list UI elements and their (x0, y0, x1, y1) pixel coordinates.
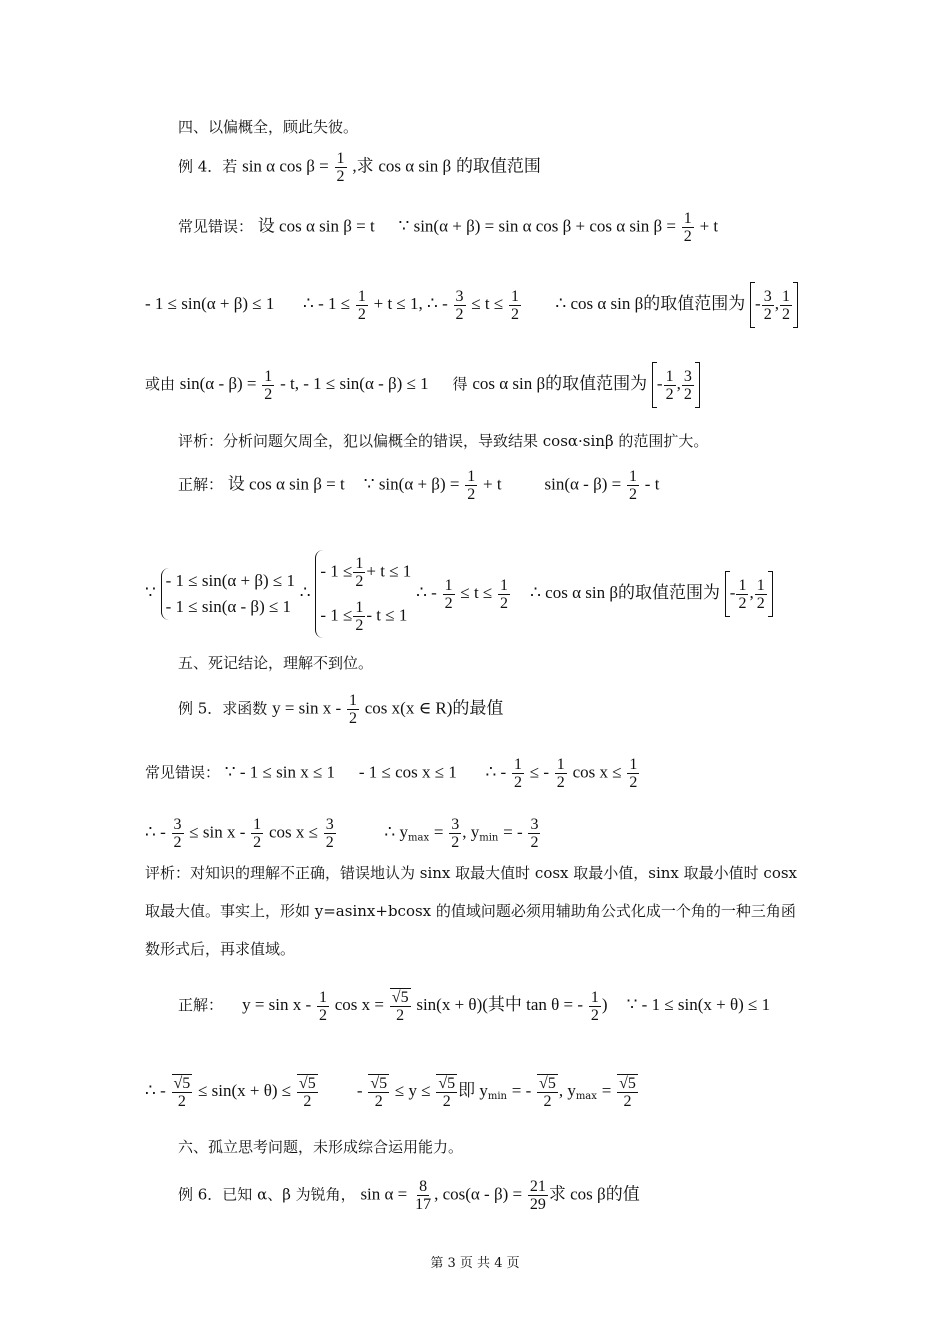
example-4-error-line-2: - 1 ≤ sin(α + β) ≤ 1 ∴ - 1 ≤ $\frac{1}{2}$ + t ≤ 1, ∴ - $\frac{3}{2}$ ≤ t ≤ $\frac{1}{2}$ ∴ cos α sin β的取值范围为 - $\frac{3}{2}$ , $\frac{1}{2}$ (145, 282, 798, 328)
math-expr: ≤ - (529, 762, 550, 782)
fraction: $\frac{1}{2}$ (336, 150, 345, 185)
example-5-error-line-1 (145, 756, 640, 791)
fraction: $\frac{1}{2}$ (781, 287, 790, 323)
range-text: 的取值范围为 (643, 294, 746, 314)
fraction: $\frac{1}{2}$ (665, 367, 674, 403)
fraction: $\frac{1}{2}$ (683, 210, 692, 245)
fraction: $\frac{21}{29}$ (529, 1178, 546, 1213)
right-bracket (793, 282, 798, 328)
math-expr: ≤ t ≤ (471, 294, 504, 313)
fraction: $\frac{3}{2}$ (325, 816, 334, 851)
example-4-question (178, 150, 541, 185)
text: 得 (452, 375, 468, 393)
fraction: $\frac{√5}{2}$ (438, 1075, 456, 1110)
section-heading-4: 四、以偏概全，顾此失彼。 (178, 118, 359, 136)
math-expr: - t (644, 474, 660, 494)
math-expr: 设 cos α sin β = t (227, 474, 345, 494)
example-4-solution-line-2: ∵ - 1 ≤ sin(α + β) ≤ 1 - 1 ≤ sin(α - β) ≤ 1 ∴ - 1 ≤ $\frac{1}{2}$ + t ≤ 1 - 1 ≤ $\frac{1}{2}$ - t ≤ 1 ∴ - $\frac{1}{2}$ ≤ t ≤ $\frac{1}{2}$ ∴ cos α sin β的取值范围为 - $\frac{1}{2}$ , $\frac{1}{2}$ (145, 550, 773, 638)
example-4-evaluation: 评析：分析问题欠周全，犯以偏概全的错误，导致结果 cosα·sinβ 的范围扩大。 (178, 432, 709, 450)
fraction: $\frac{1}{2}$ (556, 756, 565, 791)
page-footer: 第 3 页 共 4 页 (430, 1256, 520, 1271)
fraction: $\frac{3}{2}$ (451, 816, 460, 851)
fraction: $\frac{1}{2}$ (264, 367, 273, 403)
fraction: $\frac{3}{2}$ (683, 367, 692, 403)
math-expr: - t, - 1 ≤ sin(α - β) ≤ 1 (280, 374, 429, 393)
solution-label: 正解： (178, 996, 224, 1014)
example-5-question (178, 692, 503, 727)
error-label: 常见错误： (145, 763, 221, 782)
fraction: $\frac{1}{2}$ (467, 468, 476, 503)
math-expr: sin(α - β) = (179, 374, 257, 393)
solution-label: 正解： (178, 475, 224, 494)
fraction: $\frac{1}{2}$ (318, 988, 327, 1024)
example-4-error-line-1 (178, 210, 718, 245)
fraction: $\frac{1}{2}$ (513, 756, 522, 791)
fraction: $\frac{1}{2}$ (590, 988, 599, 1024)
fraction: $\frac{3}{2}$ (530, 816, 539, 851)
question-text: 的取值范围 (455, 156, 541, 177)
fraction: $\frac{1}{2}$ (348, 692, 357, 727)
example-5-evaluation-1: 评析：对知识的理解不正确，错误地认为 sinx 取最大值时 cosx 取最小值，sinx 取最小值时 cosx (145, 864, 798, 882)
example-label: 例 6．已知 α、β 为锐角， (178, 1185, 356, 1204)
fraction: $\frac{1}{2}$ (444, 576, 453, 612)
fraction: $\frac{3}{2}$ (763, 287, 772, 323)
example-5-evaluation-3: 数形式后，再求值域。 (145, 940, 296, 958)
error-label: 常见错误： (178, 217, 254, 236)
fraction: $\frac{√5}{2}$ (391, 989, 409, 1024)
math-expr: y = sin x - (272, 698, 342, 718)
fraction: $\frac{1}{2}$ (253, 816, 262, 851)
fraction: $\frac{√5}{2}$ (619, 1075, 636, 1110)
example-5-error-line-2: ∴ - $\frac{3}{2}$ ≤ sin x - $\frac{1}{2}$ cos x ≤ $\frac{3}{2}$ ∴ $y_{max}$ = $\frac{3}{2}$ , $y_{min}$ = - $\frac{3}{2}$ (145, 816, 539, 851)
example-label: 例 5．求函数 (178, 699, 268, 718)
fraction: $\frac{1}{2}$ (629, 468, 638, 503)
right-bracket (768, 571, 773, 617)
math-expr: cos α sin β (378, 156, 452, 176)
fraction: $\frac{3}{2}$ (173, 816, 182, 851)
math-expr: ∵ sin(α + β) = (363, 474, 460, 494)
math-expr: + t (699, 216, 719, 236)
fraction: $\frac{√5}{2}$ (370, 1075, 388, 1110)
example-4-solution-line-1 (178, 468, 659, 503)
math-expr: + t ≤ 1, ∴ - (373, 294, 448, 313)
fraction: $\frac{3}{2}$ (455, 287, 464, 323)
text: 或由 (145, 375, 176, 393)
question-text: 的最值 (452, 698, 504, 719)
fraction: $\frac{√5}{2}$ (173, 1075, 191, 1110)
section-heading-6: 六、孤立思考问题，未形成综合运用能力。 (178, 1138, 464, 1156)
inequality-system: - 1 ≤ $\frac{1}{2}$ + t ≤ 1 - 1 ≤ $\frac{1}{2}$ - t ≤ 1 (315, 550, 411, 638)
math-expr: ∴ cos α sin β (555, 294, 644, 313)
example-6-question: 例 6．已知 α、β 为锐角， sin α = $\frac{8}{17}$ , cos(α - β) = $\frac{21}{29}$ 求 cos β的值 (178, 1178, 640, 1213)
math-expr: cos x(x ∈ R) (364, 698, 453, 718)
math-expr: + t (483, 474, 502, 494)
example-5-solution-line-1: 正解： y = sin x - $\frac{1}{2}$ cos x = $\frac{√5}{2}$ sin(x + θ)(其中 tan θ = - $\frac{1}{2}$ ) ∵ - 1 ≤ sin(x + θ) ≤ 1 (178, 988, 771, 1024)
fraction: $\frac{√5}{2}$ (298, 1075, 316, 1110)
math-expr: ∴ - 1 ≤ (303, 294, 351, 313)
right-bracket (695, 362, 700, 408)
inequality-system: - 1 ≤ sin(α + β) ≤ 1 - 1 ≤ sin(α - β) ≤ 1 (161, 568, 295, 620)
math-expr: - 1 ≤ sin(α + β) ≤ 1 (145, 294, 275, 313)
math-expr: sin(α - β) = (544, 474, 622, 494)
math-expr: sin α cos β = (242, 156, 329, 176)
section-heading-5: 五、死记结论，理解不到位。 (178, 654, 374, 672)
math-expr: ∴ - (485, 762, 507, 782)
example-5-evaluation-2: 取最大值。事实上，形如 y=asinx+bcosx 的值域问题必须用辅助角公式化成一个角的一种三角函 (145, 902, 796, 920)
fraction: $\frac{8}{17}$ (415, 1178, 432, 1213)
math-expr: - 1 ≤ cos x ≤ 1 (358, 762, 457, 782)
fraction: $\frac{1}{2}$ (629, 756, 638, 791)
fraction: $\frac{1}{2}$ (357, 287, 366, 323)
fraction: $\frac{1}{2}$ (500, 576, 509, 612)
math-expr: ,求 (352, 156, 374, 176)
fraction: $\frac{√5}{2}$ (539, 1075, 556, 1110)
range-text: 的取值范围为 (545, 374, 648, 394)
math-expr: ∵ sin(α + β) = sin α cos β + cos α sin β = (398, 216, 677, 236)
math-expr: 设 cos α sin β = t (257, 216, 375, 236)
math-expr: cos α sin β (472, 374, 546, 393)
example-5-solution-line-2: ∴ - $\frac{√5}{2}$ ≤ sin(x + θ) ≤ $\frac{√5}{2}$ - $\frac{√5}{2}$ ≤ y ≤ $\frac{√5}{2}$ 即 $y_{min}$ = - $\frac{√5}{2}$ , $y_{max}$ = $\frac{√5}{2}$ (145, 1075, 636, 1110)
math-expr: ∵ - 1 ≤ sin x ≤ 1 (224, 762, 336, 782)
example-4-error-line-3: 或由 sin(α - β) = $\frac{1}{2}$ - t, - 1 ≤ sin(α - β) ≤ 1 得 cos α sin β的取值范围为 - $\frac{1}{2}$ , $\frac{3}{2}$ (145, 362, 700, 408)
example-label: 例 4．若 (178, 157, 238, 176)
math-expr: cos x ≤ (572, 762, 622, 782)
fraction: $\frac{1}{2}$ (510, 287, 519, 323)
